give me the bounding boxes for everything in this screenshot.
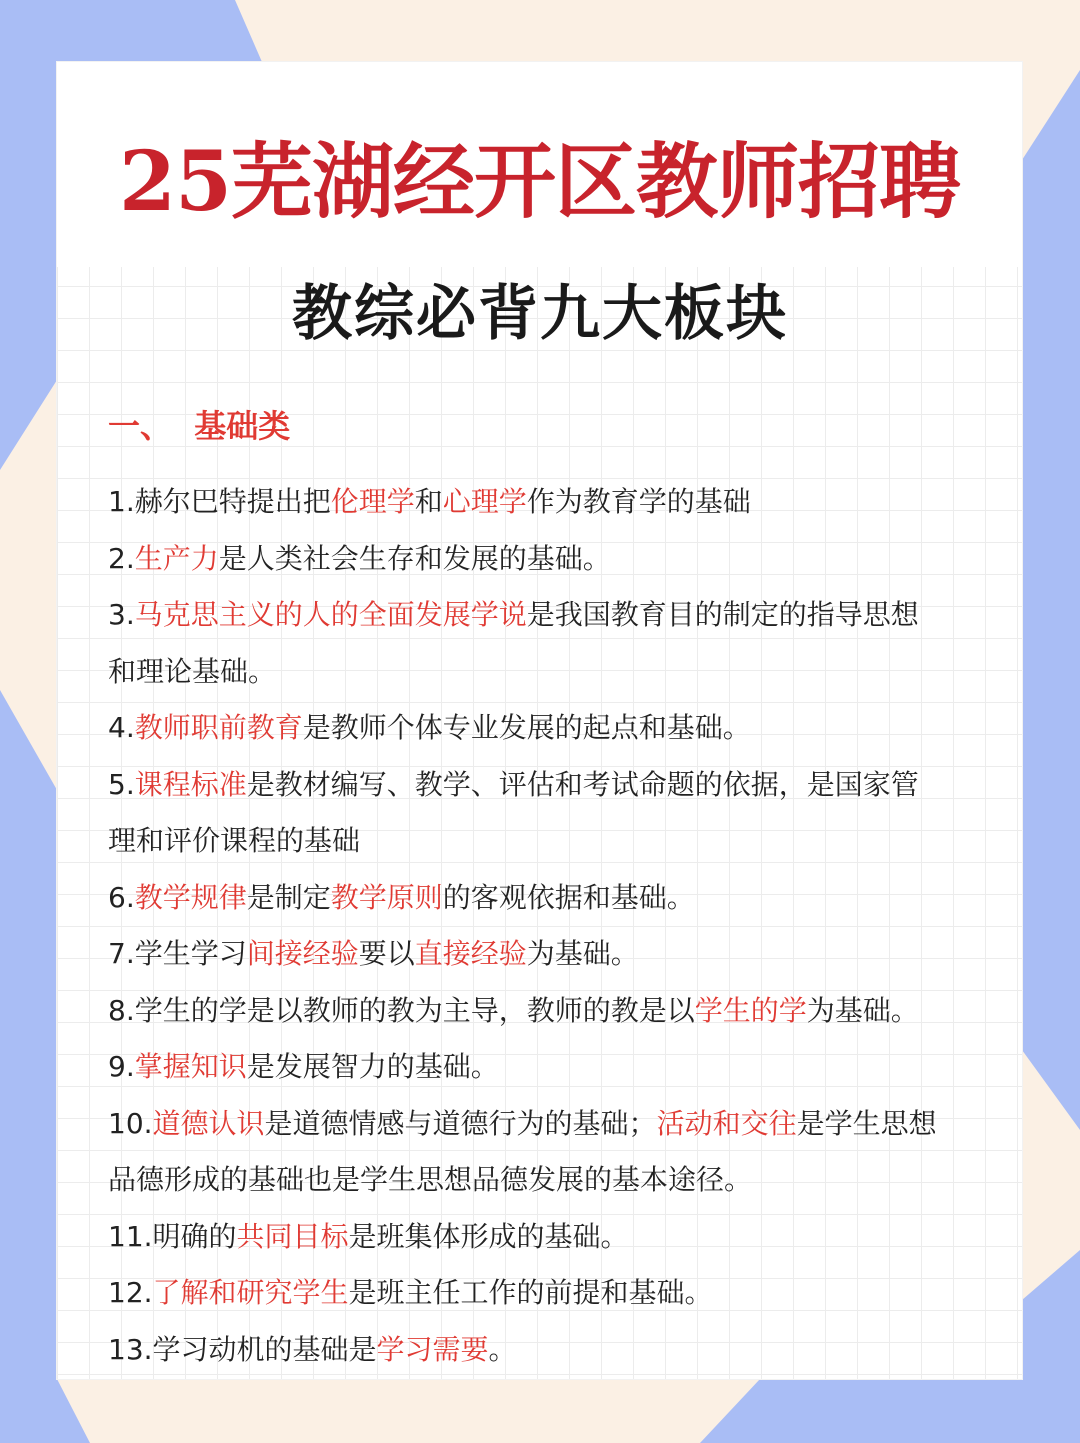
text-segment: 2. bbox=[108, 541, 135, 575]
list-item bbox=[108, 1039, 1028, 1096]
text-segment: 是道德情感与道德行为的基础； bbox=[264, 1106, 657, 1140]
text-segment: 是学生思想 bbox=[796, 1106, 937, 1140]
list-item bbox=[108, 870, 1028, 927]
text-segment: 为基础。 bbox=[526, 937, 639, 970]
text-segment: 5. bbox=[108, 767, 135, 801]
highlighted-term: 教师职前教育 bbox=[134, 711, 303, 744]
text-segment: 是我国教育目的制定的指导思想 bbox=[526, 598, 919, 631]
list-item bbox=[108, 531, 1028, 588]
highlighted-term: 马克思主义的人的全面发展学说 bbox=[134, 598, 527, 631]
highlighted-term: 伦理学 bbox=[330, 485, 415, 518]
list-item bbox=[108, 1152, 1028, 1209]
text-segment: 是教师个体专业发展的起点和基础。 bbox=[302, 711, 751, 744]
text-segment: 品德形成的基础也是学生思想品德发展的基本途径。 bbox=[108, 1163, 753, 1196]
text-segment: 要以 bbox=[358, 937, 415, 970]
list-item bbox=[108, 700, 1028, 757]
highlighted-term: 教学原则 bbox=[330, 880, 443, 914]
text-segment: 是班主任工作的前提和基础。 bbox=[348, 1276, 713, 1309]
list-item bbox=[108, 644, 1028, 701]
text-segment: 1.赫尔巴特提出把 bbox=[108, 485, 331, 518]
text-segment: 7.学生学习 bbox=[108, 937, 247, 970]
text-segment: 作为教育学的基础 bbox=[526, 485, 751, 518]
text-segment: 理和评价课程的基础 bbox=[108, 824, 361, 857]
text-segment: 13.学习动机的基础是 bbox=[108, 1332, 377, 1366]
list-item bbox=[108, 474, 1028, 531]
list-item bbox=[108, 1209, 1028, 1266]
text-segment: 12. bbox=[108, 1276, 153, 1309]
highlighted-term: 学习需要 bbox=[376, 1332, 489, 1366]
text-segment: 8.学生的学是以教师的教为主导，教师的教是以 bbox=[108, 993, 695, 1027]
highlighted-term: 心理学 bbox=[442, 485, 527, 518]
text-segment: 和 bbox=[414, 485, 443, 518]
text-segment: 是教材编写、教学、评估和考试命题的依据，是国家管 bbox=[246, 767, 919, 801]
text-segment: 6. bbox=[108, 880, 135, 914]
text-segment: 是发展智力的基础。 bbox=[246, 1050, 499, 1083]
list-item bbox=[108, 1096, 1028, 1153]
page-subtitle: 教综必背九大板块 bbox=[292, 279, 788, 349]
item-list bbox=[108, 474, 1028, 1378]
highlighted-term: 道德认识 bbox=[152, 1106, 265, 1140]
list-item bbox=[108, 813, 1028, 870]
highlighted-term: 课程标准 bbox=[134, 767, 247, 801]
highlighted-term: 共同目标 bbox=[236, 1219, 349, 1253]
highlighted-term: 间接经验 bbox=[246, 937, 359, 970]
text-segment: 4. bbox=[108, 711, 135, 744]
highlighted-term: 掌握知识 bbox=[134, 1050, 247, 1083]
highlighted-term: 了解和研究学生 bbox=[152, 1276, 349, 1309]
highlighted-term: 教学规律 bbox=[134, 880, 247, 914]
list-item bbox=[108, 983, 1028, 1040]
list-item bbox=[108, 1265, 1028, 1322]
section-heading: 一、 基础类 bbox=[108, 407, 291, 445]
text-segment: 是人类社会生存和发展的基础。 bbox=[218, 541, 611, 575]
title-area bbox=[57, 62, 1022, 267]
text-segment: 是制定 bbox=[246, 880, 331, 914]
text-segment: 11.明确的 bbox=[108, 1219, 237, 1253]
list-item bbox=[108, 757, 1028, 814]
text-segment: 。 bbox=[488, 1332, 517, 1366]
text-segment: 3. bbox=[108, 598, 135, 631]
list-item bbox=[108, 1322, 1028, 1379]
list-item bbox=[108, 926, 1028, 983]
text-segment: 为基础。 bbox=[806, 993, 919, 1027]
highlighted-term: 直接经验 bbox=[414, 937, 527, 970]
bg-shape-right bbox=[1022, 70, 1080, 1130]
highlighted-term: 生产力 bbox=[134, 541, 219, 575]
text-segment: 10. bbox=[108, 1106, 153, 1140]
highlighted-term: 活动和交往 bbox=[656, 1106, 797, 1140]
list-item bbox=[108, 587, 1028, 644]
text-segment: 和理论基础。 bbox=[108, 654, 277, 688]
text-segment: 是班集体形成的基础。 bbox=[348, 1219, 629, 1253]
highlighted-term: 学生的学 bbox=[694, 993, 807, 1027]
text-segment: 的客观依据和基础。 bbox=[442, 880, 695, 914]
text-segment: 9. bbox=[108, 1050, 135, 1083]
page-title: 25芜湖经开区教师招聘 bbox=[118, 134, 961, 230]
